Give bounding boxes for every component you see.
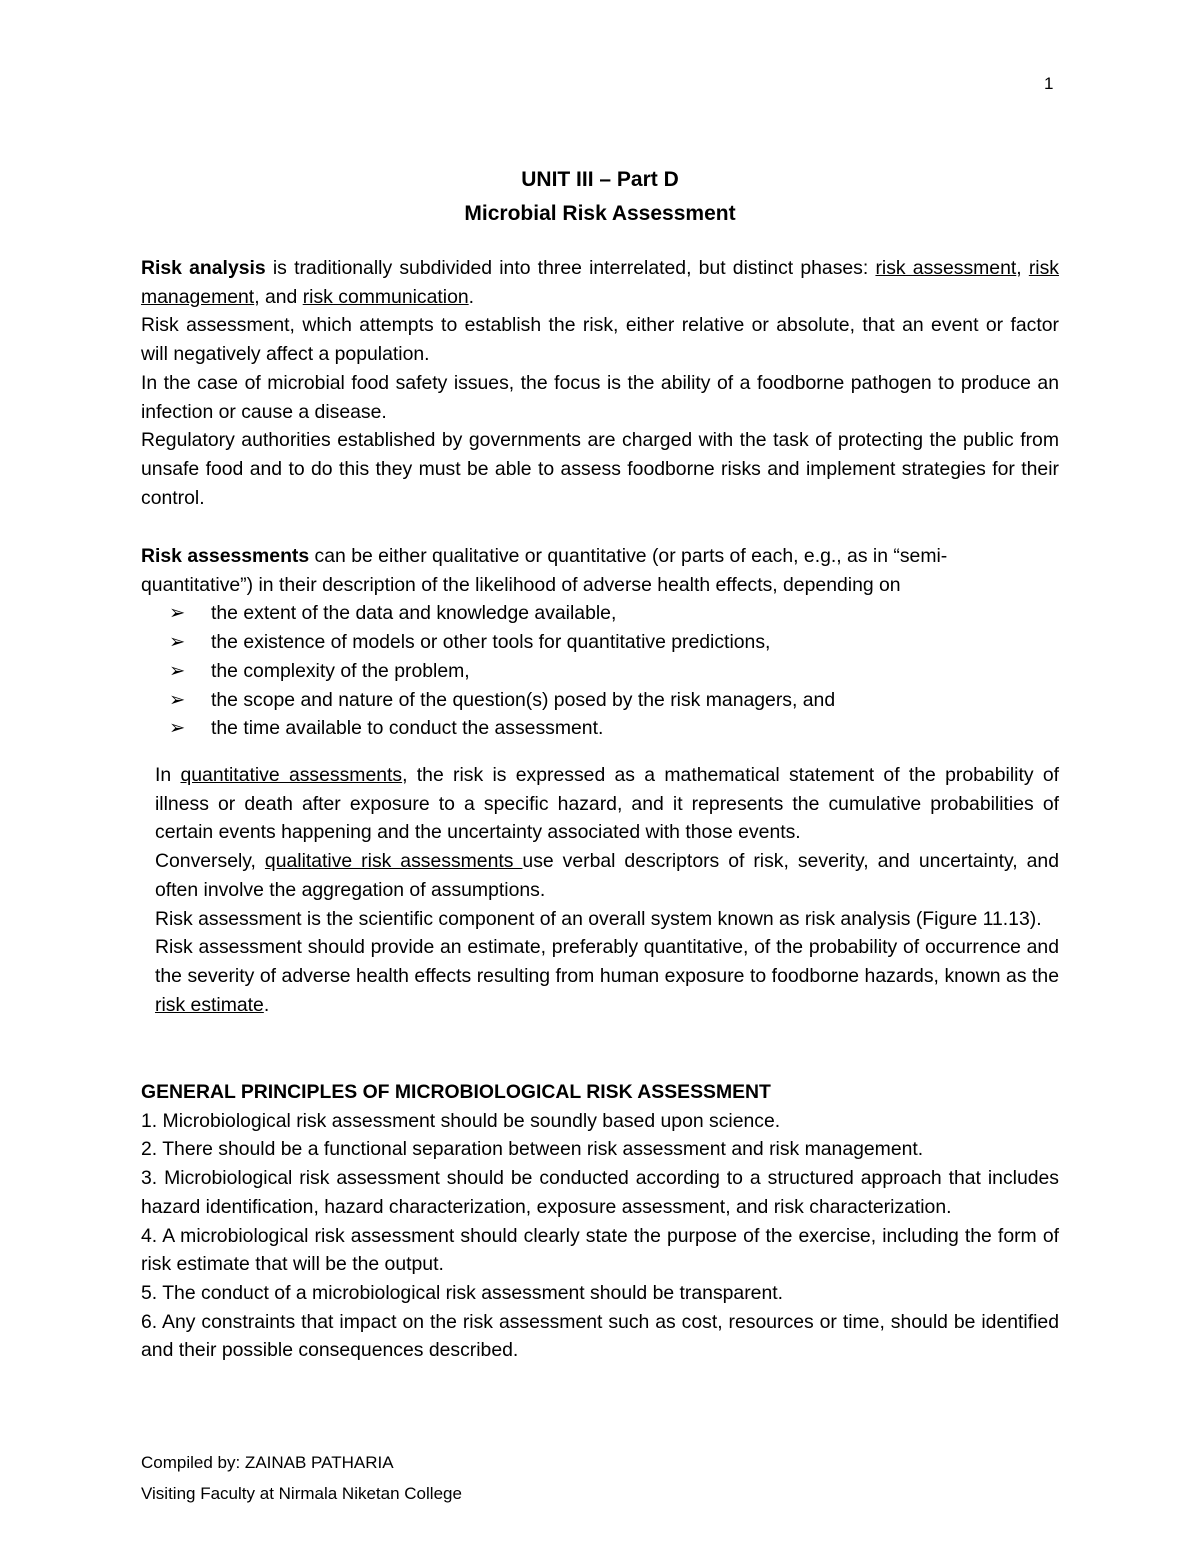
period: . (263, 993, 270, 1016)
phase-risk-management: risk management (141, 257, 1059, 308)
quantitative-paragraph (155, 761, 1059, 847)
footer-affiliation: Visiting Faculty at Nirmala Niketan College (141, 1484, 462, 1503)
qualitative-text: use verbal descriptors of risk, severity, and uncertainty, and often involve the aggregation of assumptions. (155, 850, 1059, 901)
principle-item: 5. The conduct of a microbiological risk assessment should be transparent. (141, 1281, 784, 1304)
title-block (0, 163, 1200, 231)
assessments-intro (141, 542, 1059, 599)
arrow-bullet-icon: ➢ (169, 688, 186, 711)
quantitative-pre: In (155, 764, 181, 786)
qualitative-pre: Conversely, (155, 850, 265, 873)
principle-item: 4. A microbiological risk assessment should clearly state the purpose of the exercise, including the form of risk estimate that will be the output. (141, 1224, 1059, 1276)
risk-estimate-paragraph (155, 933, 1059, 1019)
principle-item: 1. Microbiological risk assessment should be soundly based upon science. (141, 1109, 781, 1132)
page-number: 1 (1044, 74, 1054, 93)
list-item (141, 599, 1059, 628)
list-item (141, 657, 1059, 686)
quantitative-text: , the risk is expressed as a mathematical statement of the probability of illness or death after exposure to a specific hazard, and it represents the cumulative probabilities of certain events happening and the uncertainty associated with those events. (155, 764, 1059, 844)
arrow-bullet-icon: ➢ (169, 631, 186, 654)
page-title: UNIT III – Part D (521, 168, 679, 191)
page-subtitle: Microbial Risk Assessment (464, 202, 736, 225)
separator: , (1016, 257, 1029, 279)
arrow-bullet-icon: ➢ (169, 602, 186, 625)
risk-estimate-term: risk estimate (155, 993, 264, 1016)
principle-item: 2. There should be a functional separation between risk assessment and risk management. (141, 1138, 924, 1161)
principles-heading: GENERAL PRINCIPLES OF MICROBIOLOGICAL RISK ASSESSMENT (141, 1081, 771, 1103)
list-item-text: the time available to conduct the assessment. (211, 717, 604, 740)
list-item-text: the complexity of the problem, (211, 659, 470, 682)
list-item-text: the scope and nature of the question(s) posed by the risk managers, and (211, 688, 836, 711)
qualitative-paragraph (155, 847, 1059, 904)
quantitative-qualitative-section (155, 761, 1059, 1019)
risk-analysis-text: is traditionally subdivided into three interrelated, but distinct phases: (265, 257, 876, 279)
separator: , and (254, 285, 303, 308)
risk-assessments-term: Risk assessments (141, 545, 310, 567)
list-item-text: the existence of models or other tools for quantitative predictions, (211, 631, 771, 654)
intro-section (141, 254, 1059, 512)
phase-risk-communication: risk communication (302, 285, 469, 308)
principle-item: 6. Any constraints that impact on the risk assessment such as cost, resources or time, should be identified and their possible consequences described. (141, 1310, 1059, 1362)
arrow-bullet-icon: ➢ (169, 659, 186, 682)
qualitative-assessments-term: qualitative risk assessments (264, 850, 523, 873)
paragraph: Regulatory authorities established by governments are charged with the task of protecting the public from unsafe food and to do this they must be able to assess foodborne risks and implement strategies for their control. (141, 429, 1059, 509)
quantitative-assessments-term: quantitative assessments (180, 764, 403, 786)
factor-list (141, 599, 1059, 743)
risk-analysis-paragraph (141, 254, 1059, 311)
footer (141, 1447, 462, 1509)
assessments-intro-text: can be either qualitative or quantitative (or parts of each, e.g., as in “semi-quantitative”) in their description of the likelihood of adverse health effects, depending on (141, 545, 948, 596)
list-item-text: the extent of the data and knowledge available, (211, 602, 617, 625)
phase-risk-assessment: risk assessment (875, 257, 1017, 279)
list-item (141, 628, 1059, 657)
risk-analysis-term: Risk analysis (141, 257, 266, 279)
footer-compiled-by: Compiled by: ZAINAB PATHARIA (141, 1453, 394, 1472)
scientific-component-paragraph: Risk assessment is the scientific component of an overall system known as risk analysis (Figure 11.13). (155, 907, 1042, 930)
list-item (141, 686, 1059, 715)
arrow-bullet-icon: ➢ (169, 717, 186, 740)
principles-section (141, 1078, 1059, 1365)
paragraph: In the case of microbial food safety issues, the focus is the ability of a foodborne pathogen to produce an infection or cause a disease. (141, 371, 1059, 423)
estimate-text: Risk assessment should provide an estimate, preferably quantitative, of the probability of occurrence and the severity of adverse health effects resulting from human exposure to foodborne hazards, known as the (155, 936, 1059, 987)
assessment-types-section (141, 542, 1059, 743)
paragraph: Risk assessment, which attempts to establish the risk, either relative or absolute, that an event or factor will negatively affect a population. (141, 314, 1059, 366)
principle-item: 3. Microbiological risk assessment should be conducted according to a structured approach that includes hazard identification, hazard characterization, exposure assessment, and risk characterization. (141, 1167, 1059, 1218)
list-item (141, 714, 1059, 743)
period: . (468, 285, 475, 308)
